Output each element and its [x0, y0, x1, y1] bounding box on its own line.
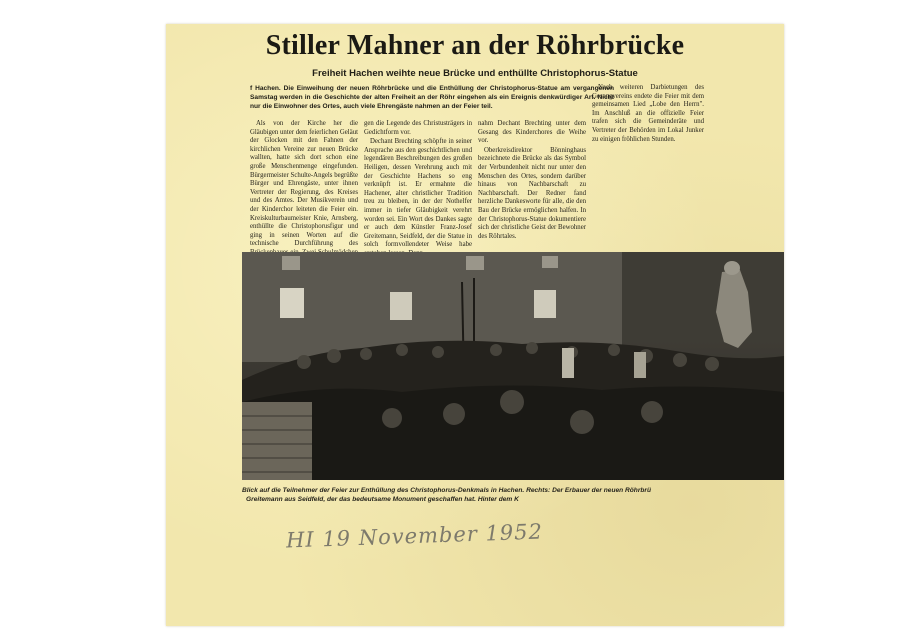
handwritten-date: HI 19 November 1952	[285, 519, 544, 553]
article-column-3	[478, 120, 586, 242]
ceremony-photo	[242, 252, 784, 480]
article-column-2	[364, 120, 472, 260]
article-column-4	[592, 84, 704, 145]
column-3-text-b: Oberkreisdirektor Bönninghaus bezeichnete die Brücke als das Symbol der Verbundenheit nicht nur unter den Menschen des Ortes, sondern darüber hinaus von Nachbarschaft zu Nachbarschaft. Der Redner fand herzliche Dankesworte für alle, die den Bau der Brücke ermöglichen halfen. In der Christophorus-Statue dokumentiere sich der christliche Geist der Bewohner des Röhrtales.	[478, 146, 586, 240]
column-4-text: Nach weiteren Darbietungen des Gesangvereins endete die Feier mit dem gemeinsamen Lied „Lobe den Herrn". Im Anschluß an die offizielle Feier trafen sich die Gemeinderäte und Vertreter der Behörden im Lokal Junker zu einigen fröhlichen Stunden.	[592, 84, 704, 143]
photo-caption	[242, 486, 784, 504]
ceremony-photo-image	[242, 252, 784, 480]
caption-line-2: Greitemann aus Seidfeld, der das bedeutsame Monument geschaffen hat. Hinter dem K	[246, 496, 519, 503]
article-headline: Stiller Mahner an der Röhrbrücke	[265, 30, 685, 61]
column-3-text: nahm Dechant Brechting unter dem Gesang des Kinderchores die Weihe vor.	[478, 120, 586, 145]
article-lead: f Hachen. Die Einweihung der neuen Röhrbrücke und die Enthüllung der Christophorus-Statue am vergangenen Samstag werden in die Geschichte der alten Freiheit an der Röhr eingehen als ein Ereignis denkwürdiger Art. Nicht nur die Einwohner des Ortes, auch viele Ehrengäste nahmen an der Feier teil.	[250, 85, 614, 110]
article-subheadline: Freiheit Hachen weihte neue Brücke und enthüllte Christophorus-Statue	[312, 68, 638, 79]
column-1-text: Als von der Kirche her die Gläubigen unter dem feierlichen Geläut der Glocken mit den Fahnen der kirchlichen Vereine zur neuen Brücke wallten, hatte sich dort schon eine große Menschenmenge eingefunden. Bürgermeister Schulte-Angels begrüßte Bürger und Ehrengäste, unter ihnen Vertreter der Regierung, des Kreises und des Amtes. Der Musikverein und der Kinderchor leiteten die Feier ein. Kreiskulturbaumeister Knie, Arnsberg, enthüllte die Christophorusfigur und ging in seinen Worten auf die technische Durchführung des	[250, 120, 358, 248]
column-2-text: gen die Legende des Christusträgers in Gedichtform vor.	[364, 120, 472, 136]
article-column-1	[250, 120, 358, 267]
column-2-text-b: Dechant Brechting schöpfte in seiner Ansprache aus den geschichtlichen und legendären Beschreibungen des großen Heiligen, dessen Verehrung auch mit der Geschichte Hachens so eng verknüpft ist. Er ermahnte die Hachener, alter christlicher Tradition treu zu bleiben, in der der Nothelfer immer in tiefer Gläubigkeit verehrt worden sei. Ein Wort des Dankes sagte er auch dem Künstler Franz-Josef Greitemann, Seidfeld, der die Statue in solch formvollendeter Weise habe	[364, 138, 472, 249]
newspaper-clipping	[166, 24, 784, 626]
caption-line-1: Blick auf die Teilnehmer der Feier zur Enthüllung des Christophorus-Denkmals in Hachen. Rechts: Der Erbauer der neuen Röhrbrü	[242, 487, 652, 494]
